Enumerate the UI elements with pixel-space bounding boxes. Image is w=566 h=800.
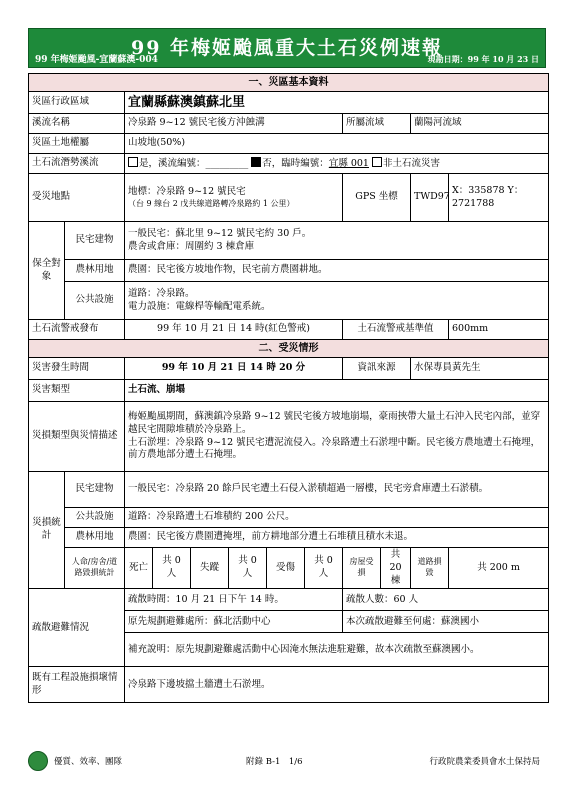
potential-yes-checkbox[interactable] [128,157,138,167]
evacuation-time: 疏散時間：10 月 21 日下午 14 時。 [125,589,343,611]
section-damage-heading: 二、受災情形 [29,340,549,358]
basin-value: 蘭陽河流域 [411,114,549,134]
dead-label: 死亡 [125,548,153,589]
evacuation-planned: 原先規劃避難處所：蘇北活動中心 [125,611,343,633]
houses-damaged-label: 房屋受損 [343,548,381,589]
public-facility-cell [125,282,549,320]
house-value-cell [125,222,549,260]
existing-works-label: 既有工程設施損壞情形 [29,667,125,703]
site-value-cell [125,174,343,222]
protect-targets-label: 保全對象 [29,222,65,320]
section-basic-info-heading: 一、災區基本資料 [29,74,549,92]
temp-number-value: 宜縣 001 [328,157,369,169]
occur-time-value: 99 年 10 月 21 日 14 時 20 分 [125,358,343,380]
missing-label: 失蹤 [191,548,229,589]
footer-agency: 行政院農業委員會水土保持局 [429,757,540,767]
creek-name-label: 溪流名稱 [29,114,125,134]
public-facility-label: 公共設施 [65,282,125,320]
potential-no-checkbox[interactable] [251,157,261,167]
injured-value: 共 0 人 [305,548,343,589]
damage-desc-cell [125,402,549,472]
missing-value: 共 0 人 [229,548,267,589]
damage-desc-label: 災損類型與災情描述 [29,402,125,472]
non-debris-label: 非土石流災害 [383,157,441,169]
road-damaged-label: 道路損毀 [411,548,449,589]
disaster-type-value: 土石流、崩塌 [125,380,549,402]
alert-standard-value: 600mm [449,320,549,340]
site-note: （台 9 線台 2 戊共線道路轉冷泉路約 1 公里） [128,198,295,208]
report-banner [28,28,546,68]
alert-value: 99 年 10 月 21 日 14 時(紅色警戒) [125,320,343,340]
house-label: 民宅建物 [65,222,125,260]
public-facility-value-2: 電力設施：電線桿等輸配電系統。 [128,300,271,312]
land-ownership-label: 災區土地權屬 [29,134,125,154]
alert-standard-label: 土石流警戒基準值 [343,320,449,340]
stats-house-label: 民宅建物 [65,472,125,508]
agency-logo-icon [28,751,48,771]
site-label: 受災地點 [29,174,125,222]
potential-yes-label: 是，溪流編號： [139,157,206,169]
alert-label: 土石流警戒發布 [29,320,125,340]
occur-time-label: 災害發生時間 [29,358,125,380]
stats-house-value: 一般民宅：冷泉路 20 餘戶民宅遭土石侵入淤積超過一層樓，民宅旁倉庫遭土石淤積。 [125,472,549,508]
evacuation-note: 補充說明：原先規劃避難處活動中心因淹水無法進駐避難，故本次疏散至蘇澳國小。 [125,633,549,667]
public-facility-value: 道路：冷泉路。 [128,287,195,299]
site-landmark: 地標：冷泉路 9~12 號民宅 [128,185,246,197]
creek-number-blank: _________ [205,157,249,169]
page-footer [28,751,546,771]
gps-coordinates: X：335878 Y：2721788 [449,174,549,222]
survey-date: 現勘日期：99 年 10 月 23 日 [427,54,539,64]
footer-slogan: 優質、效率、團隊 [54,757,123,767]
evacuation-label: 疏散避難情況 [29,589,125,667]
gps-label: GPS 坐標 [343,174,411,222]
gps-system: TWD97 [411,174,449,222]
info-source-label: 資訊來源 [343,358,411,380]
admin-area-label: 災區行政區域 [29,92,125,114]
basin-label: 所屬流域 [343,114,411,134]
stats-public-label: 公共設施 [65,508,125,528]
info-source-value: 水保專員黃先生 [411,358,549,380]
potential-creek-label: 土石流潛勢溪流 [29,154,125,174]
land-ownership-value: 山坡地(50%) [125,134,549,154]
house-value: 一般民宅：蘇北里 9~12 號民宅約 30 戶。 [128,227,312,239]
stats-people-label: 人命/房舍/道路毀損統計 [65,548,125,589]
existing-works-value: 冷泉路下邊坡擋土牆遭土石淤埋。 [125,667,549,703]
road-damaged-value: 共 200 m [449,548,549,589]
stats-farm-label: 農林用地 [65,528,125,548]
evacuation-actual: 本次疏散避難至何處：蘇澳國小 [343,611,549,633]
damage-desc-paragraph-1: 梅姬颱風期間，蘇澳鎮冷泉路 9~12 號民宅後方坡地崩塌，豪雨挾帶大量土石沖入民宅內部，並穿越民宅間隙堆積於冷泉路上。 [128,410,541,435]
farm-label: 農林用地 [65,260,125,282]
damage-stats-label: 災損統計 [29,472,65,589]
house-value-2: 農舍或倉庫：周圍約 3 棟倉庫 [128,240,255,252]
stats-public-value: 道路：冷泉路遭土石堆積約 200 公尺。 [125,508,549,528]
creek-name-value: 冷泉路 9~12 號民宅後方沖蝕溝 [125,114,343,134]
potential-no-label: 否，臨時編號： [262,157,329,169]
potential-creek-options [125,154,549,174]
injured-label: 受傷 [267,548,305,589]
houses-damaged-value: 共 20 棟 [381,548,411,589]
dead-value: 共 0 人 [153,548,191,589]
stats-farm-value: 農園：民宅後方農園遭掩埋，前方耕地部分遭土石堆積且積水未退。 [125,528,549,548]
farm-value: 農園：民宅後方坡地作物，民宅前方農園耕地。 [125,260,549,282]
report-title: 99 年梅姬颱風重大土石災例速報 [130,37,444,59]
disaster-type-label: 災害類型 [29,380,125,402]
report-code: 99 年梅姬颱風-宜蘭蘇澳-004 [35,55,158,65]
page-number: 附錄 B-1 1/6 [246,757,303,767]
damage-desc-paragraph-2: 土石淤埋：冷泉路 9~12 號民宅遭泥流侵入。冷泉路遭土石淤埋中斷。民宅後方農地遭土石掩埋，前方農地部分遭土石掩埋。 [128,436,541,461]
disaster-report-table [28,73,549,703]
non-debris-checkbox[interactable] [372,157,382,167]
evacuation-count: 疏散人數：60 人 [343,589,549,611]
admin-area-value: 宜蘭縣蘇澳鎮蘇北里 [125,92,549,114]
